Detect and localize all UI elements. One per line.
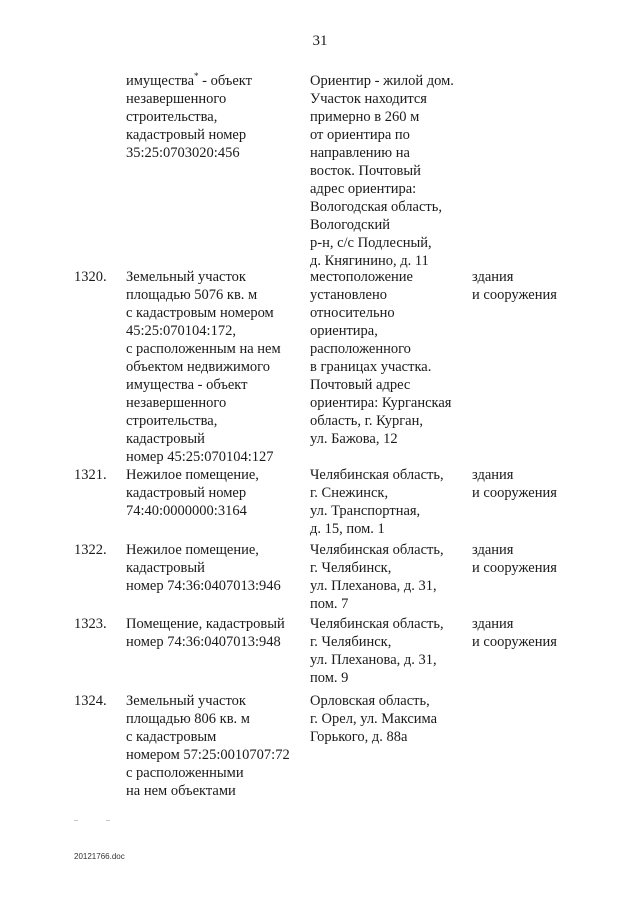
object-purpose: здания и сооружения <box>472 616 557 650</box>
continuation-object-cell <box>126 72 252 162</box>
row-number: 1320. <box>74 269 107 285</box>
object-description: Нежилое помещение, кадастровый номер 74:36:0407013:946 <box>126 542 281 594</box>
scan-mark <box>74 820 78 821</box>
row-number: 1323. <box>74 616 107 632</box>
page-number: 31 <box>312 33 328 49</box>
object-description: Нежилое помещение, кадастровый номер 74:40:0000000:3164 <box>126 467 259 519</box>
object-description: Помещение, кадастровый номер 74:36:0407013:948 <box>126 616 285 650</box>
object-address: местоположение установлено относительно ориентира, расположенного в границах участка. Почтовый адрес ориентира: Курганская область, г. Курган, ул. Бажова, 12 <box>310 269 452 447</box>
object-address: Челябинская область, г. Снежинск, ул. Транспортная, д. 15, пом. 1 <box>310 467 444 537</box>
continuation-object-rest: незавершенного строительства, кадастровый номер 35:25:0703020:456 <box>126 91 247 161</box>
object-purpose: здания и сооружения <box>472 467 557 501</box>
continuation-object-first-line-rest: - объект <box>198 73 252 89</box>
scan-mark <box>106 820 110 821</box>
object-address: Челябинская область, г. Челябинск, ул. Плеханова, д. 31, пом. 9 <box>310 616 444 686</box>
object-purpose: здания и сооружения <box>472 269 557 303</box>
row-number: 1322. <box>74 542 107 558</box>
object-address: Орловская область, г. Орел, ул. Максима Горького, д. 88а <box>310 693 438 745</box>
row-number: 1321. <box>74 467 107 483</box>
row-number: 1324. <box>74 693 107 709</box>
object-purpose: здания и сооружения <box>472 542 557 576</box>
object-address: Челябинская область, г. Челябинск, ул. Плеханова, д. 31, пом. 7 <box>310 542 444 612</box>
continuation-address-cell: Ориентир - жилой дом. Участок находится примерно в 260 м от ориентира по направлению на восток. Почтовый адрес ориентира: Вологодская область, Вологодский р-н, с/с Подлесный, д. Княгинино, д. 11 <box>310 73 454 269</box>
footer-filename: 20121766.doc <box>74 852 125 861</box>
continuation-object-first-line: имущества <box>126 73 195 89</box>
object-description: Земельный участок площадью 5076 кв. м с кадастровым номером 45:25:070104:172, с расположенным на нем объектом недвижимого имущества - объект незавершенного строительства, кадастровый номер 45:25:070104:127 <box>126 269 281 465</box>
footnote-mark: * <box>194 71 199 81</box>
object-description: Земельный участок площадью 806 кв. м с кадастровым номером 57:25:0010707:72 с расположенными на нем объектами <box>126 693 290 799</box>
